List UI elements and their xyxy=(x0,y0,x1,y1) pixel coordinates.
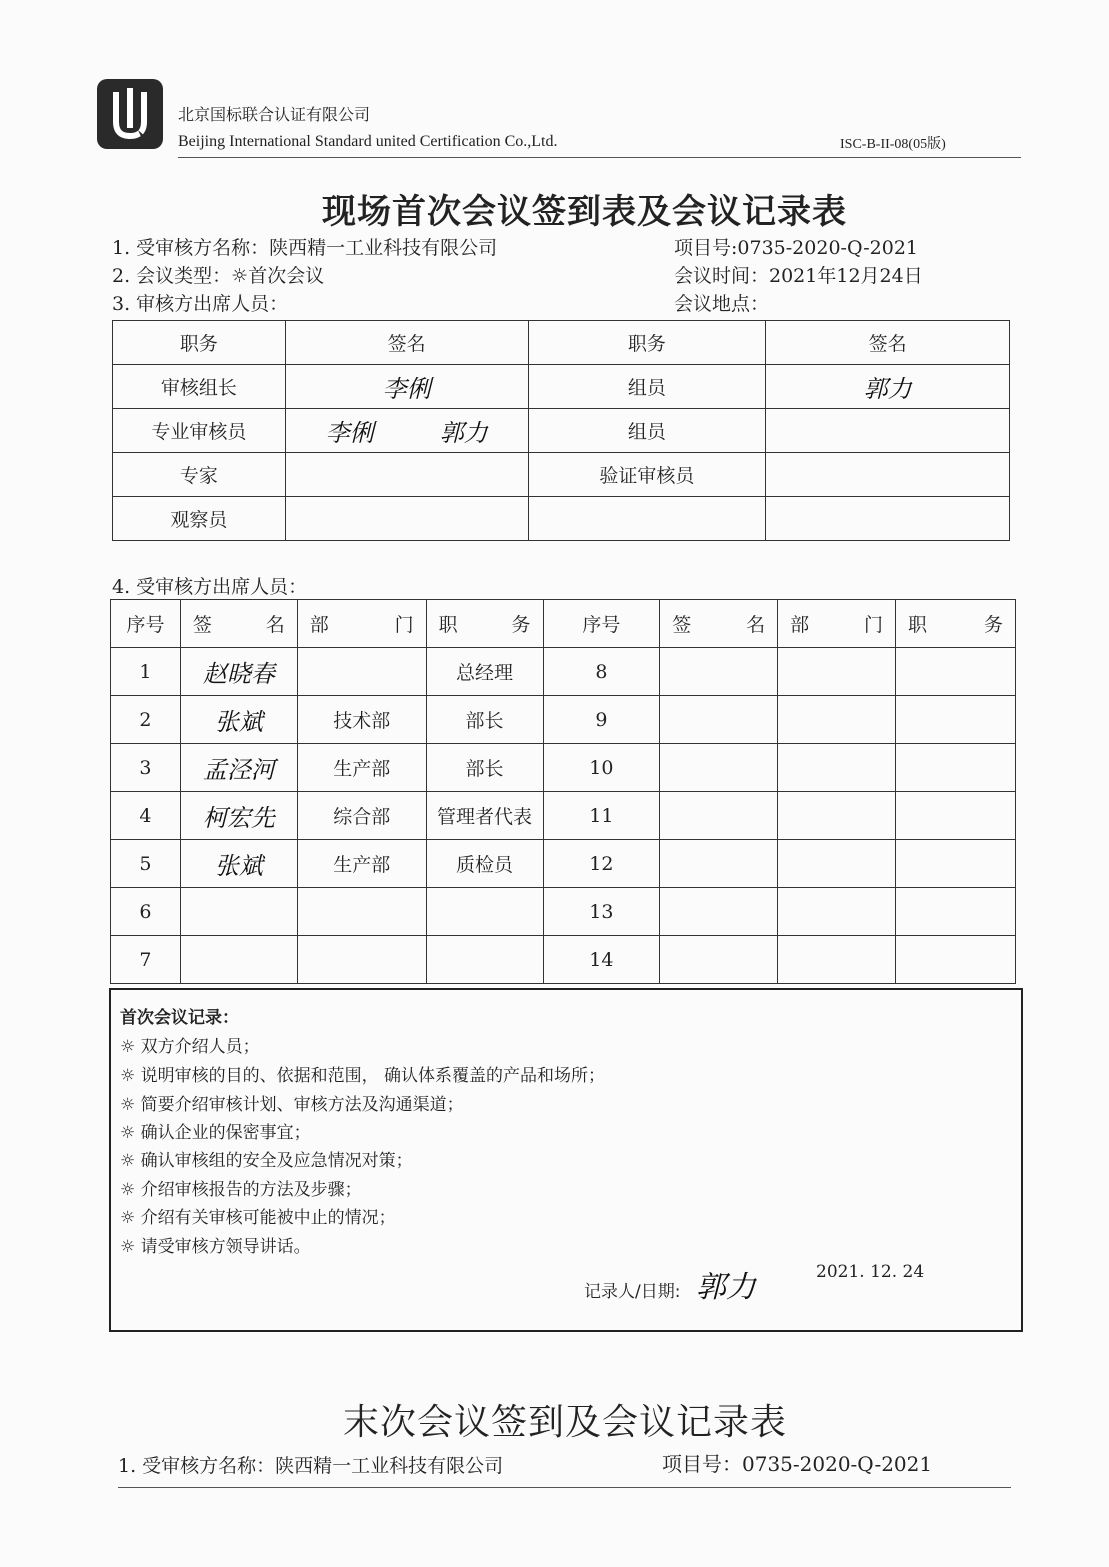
header-cell xyxy=(426,600,543,648)
signature-cell xyxy=(660,888,778,936)
signature-cell xyxy=(766,497,1010,541)
department-cell xyxy=(778,648,896,696)
signature: 柯宏先 xyxy=(202,804,275,832)
table-row xyxy=(111,648,1016,696)
department-cell xyxy=(297,888,426,936)
recorder-label-text: 记录人/日期: xyxy=(584,1282,681,1302)
role-cell: 观察员 xyxy=(113,497,286,541)
record-date: 2021. 12. 24 xyxy=(816,1262,925,1282)
position-cell xyxy=(896,840,1016,888)
header-text: 名 xyxy=(265,614,285,636)
department-cell xyxy=(778,936,896,984)
position-cell xyxy=(896,744,1016,792)
header-text: 职 xyxy=(438,614,458,636)
record-item: ☼ 确认审核组的安全及应急情况对策； xyxy=(120,1151,413,1171)
header-cell xyxy=(180,600,297,648)
signature-cell xyxy=(660,648,778,696)
meeting-location: 会议地点： xyxy=(674,293,770,315)
number-cell: 6 xyxy=(111,888,181,936)
header-text: 务 xyxy=(983,614,1003,636)
signature-cell xyxy=(180,888,297,936)
header-text: 签 xyxy=(672,614,692,636)
department-cell: 生产部 xyxy=(297,840,426,888)
meeting-record-title: 首次会议记录： xyxy=(120,1008,239,1028)
number-cell: 14 xyxy=(543,936,660,984)
number-cell: 10 xyxy=(543,744,660,792)
signature-cell xyxy=(285,453,528,497)
final-project-number: 项目号：0735-2020-Q-2021 xyxy=(662,1452,933,1476)
signature-cell xyxy=(766,409,1010,453)
position-cell xyxy=(896,696,1016,744)
table-row xyxy=(111,696,1016,744)
signature: 赵晓春 xyxy=(202,660,275,688)
role-cell: 专家 xyxy=(113,453,286,497)
signature-cell xyxy=(180,792,297,840)
number-cell: 1 xyxy=(111,648,181,696)
table-row xyxy=(113,453,1010,497)
header-text: 门 xyxy=(864,614,884,636)
signature: 李俐 xyxy=(382,375,431,403)
signature-cell xyxy=(180,744,297,792)
meeting-type: 2. 会议类型：☼首次会议 xyxy=(112,265,325,287)
header-cell xyxy=(778,600,896,648)
record-item: ☼ 双方介绍人员； xyxy=(120,1037,260,1057)
signature-cell xyxy=(180,936,297,984)
role-cell: 专业审核员 xyxy=(113,409,286,453)
table-row xyxy=(111,840,1016,888)
header-text: 部 xyxy=(790,614,810,636)
record-item: ☼ 确认企业的保密事宜； xyxy=(120,1123,311,1143)
department-cell xyxy=(297,936,426,984)
role-cell: 验证审核员 xyxy=(528,453,766,497)
signature: 郭力 xyxy=(863,375,912,403)
role-cell: 组员 xyxy=(528,365,766,409)
position-cell: 部长 xyxy=(426,744,543,792)
position-cell xyxy=(426,936,543,984)
header-cell xyxy=(297,600,426,648)
header-cell: 签名 xyxy=(285,321,528,365)
auditor-attendance-table xyxy=(112,320,1010,541)
header-text: 职 xyxy=(908,614,928,636)
department-cell xyxy=(778,696,896,744)
position-cell xyxy=(896,936,1016,984)
company-name-en: Beijing International Standard united Certification Co.,Ltd. xyxy=(178,133,558,150)
number-cell: 3 xyxy=(111,744,181,792)
header-text: 门 xyxy=(394,614,414,636)
department-cell: 生产部 xyxy=(297,744,426,792)
department-cell: 技术部 xyxy=(297,696,426,744)
signature-cell xyxy=(766,453,1010,497)
table-row xyxy=(111,888,1016,936)
department-cell xyxy=(778,744,896,792)
number-cell: 13 xyxy=(543,888,660,936)
number-cell: 2 xyxy=(111,696,181,744)
auditee-attendees-label: 4. 受审核方出席人员： xyxy=(112,576,308,598)
record-item: ☼ 简要介绍审核计划、审核方法及沟通渠道； xyxy=(120,1095,464,1115)
record-item: ☼ 介绍审核报告的方法及步骤； xyxy=(120,1180,362,1200)
role-cell xyxy=(528,497,766,541)
signature-cell xyxy=(180,696,297,744)
department-cell xyxy=(778,840,896,888)
department-cell: 综合部 xyxy=(297,792,426,840)
header-cell: 职务 xyxy=(113,321,286,365)
table-row xyxy=(113,409,1010,453)
signature-cell xyxy=(285,497,528,541)
recorder-label xyxy=(584,1262,756,1306)
number-cell: 8 xyxy=(543,648,660,696)
position-cell xyxy=(426,888,543,936)
signature-cell xyxy=(180,648,297,696)
signature-cell xyxy=(285,365,528,409)
role-cell: 组员 xyxy=(528,409,766,453)
signature-cell xyxy=(660,936,778,984)
position-cell: 部长 xyxy=(426,696,543,744)
table-row xyxy=(111,792,1016,840)
table-row xyxy=(113,497,1010,541)
position-cell xyxy=(896,648,1016,696)
position-cell: 质检员 xyxy=(426,840,543,888)
role-cell: 审核组长 xyxy=(113,365,286,409)
signature: 张斌 xyxy=(214,852,263,880)
auditee-attendance-table xyxy=(110,599,1016,984)
recorder-signature: 郭力 xyxy=(695,1270,756,1305)
header-cell: 序号 xyxy=(111,600,181,648)
final-meeting-title: 末次会议签到及会议记录表 xyxy=(342,1402,787,1443)
signature: 张斌 xyxy=(214,708,263,736)
signature: 李俐 xyxy=(325,419,374,447)
number-cell: 11 xyxy=(543,792,660,840)
signature-cell xyxy=(660,840,778,888)
table-row xyxy=(111,936,1016,984)
record-item: ☼ 介绍有关审核可能被中止的情况； xyxy=(120,1208,396,1228)
record-item: ☼ 请受审核方领导讲话。 xyxy=(120,1237,311,1257)
final-auditee-name: 1. 受审核方名称：陕西精一工业科技有限公司 xyxy=(118,1455,504,1477)
header-divider xyxy=(178,157,1021,158)
department-cell xyxy=(778,792,896,840)
table-row xyxy=(113,365,1010,409)
page-title: 现场首次会议签到表及会议记录表 xyxy=(322,192,847,232)
table-row xyxy=(111,744,1016,792)
table-header-row xyxy=(113,321,1010,365)
signature-cell xyxy=(660,744,778,792)
record-item: ☼ 说明审核的目的、依据和范围， 确认体系覆盖的产品和场所； xyxy=(120,1066,606,1086)
header-cell: 序号 xyxy=(543,600,660,648)
project-number: 项目号:0735-2020-Q-2021 xyxy=(674,237,918,259)
number-cell: 4 xyxy=(111,792,181,840)
signature-cell xyxy=(660,696,778,744)
signature-cell xyxy=(766,365,1010,409)
department-cell xyxy=(297,648,426,696)
signature: 郭力 xyxy=(439,419,488,447)
signature-cell xyxy=(285,409,528,453)
company-name-cn: 北京国标联合认证有限公司 xyxy=(178,105,371,124)
number-cell: 12 xyxy=(543,840,660,888)
signature-cell xyxy=(660,792,778,840)
header-text: 签 xyxy=(192,614,212,636)
table-header-row xyxy=(111,600,1016,648)
position-cell xyxy=(896,888,1016,936)
company-logo-icon xyxy=(96,78,164,150)
auditor-attendees-label: 3. 审核方出席人员： xyxy=(112,293,289,315)
header-cell: 职务 xyxy=(528,321,766,365)
header-text: 务 xyxy=(511,614,531,636)
bottom-divider xyxy=(118,1487,1011,1488)
meeting-time: 会议时间：2021年12月24日 xyxy=(674,265,923,287)
position-cell xyxy=(896,792,1016,840)
number-cell: 7 xyxy=(111,936,181,984)
number-cell: 9 xyxy=(543,696,660,744)
document-code: ISC-B-II-08(05版) xyxy=(840,137,946,152)
department-cell xyxy=(778,888,896,936)
signature-cell xyxy=(180,840,297,888)
header-cell xyxy=(660,600,778,648)
header-text: 名 xyxy=(746,614,766,636)
header-cell: 签名 xyxy=(766,321,1010,365)
position-cell: 总经理 xyxy=(426,648,543,696)
position-cell: 管理者代表 xyxy=(426,792,543,840)
header-text: 部 xyxy=(309,614,329,636)
signature: 孟泾河 xyxy=(202,756,275,784)
auditee-name: 1. 受审核方名称：陕西精一工业科技有限公司 xyxy=(112,237,498,259)
number-cell: 5 xyxy=(111,840,181,888)
header-cell xyxy=(896,600,1016,648)
